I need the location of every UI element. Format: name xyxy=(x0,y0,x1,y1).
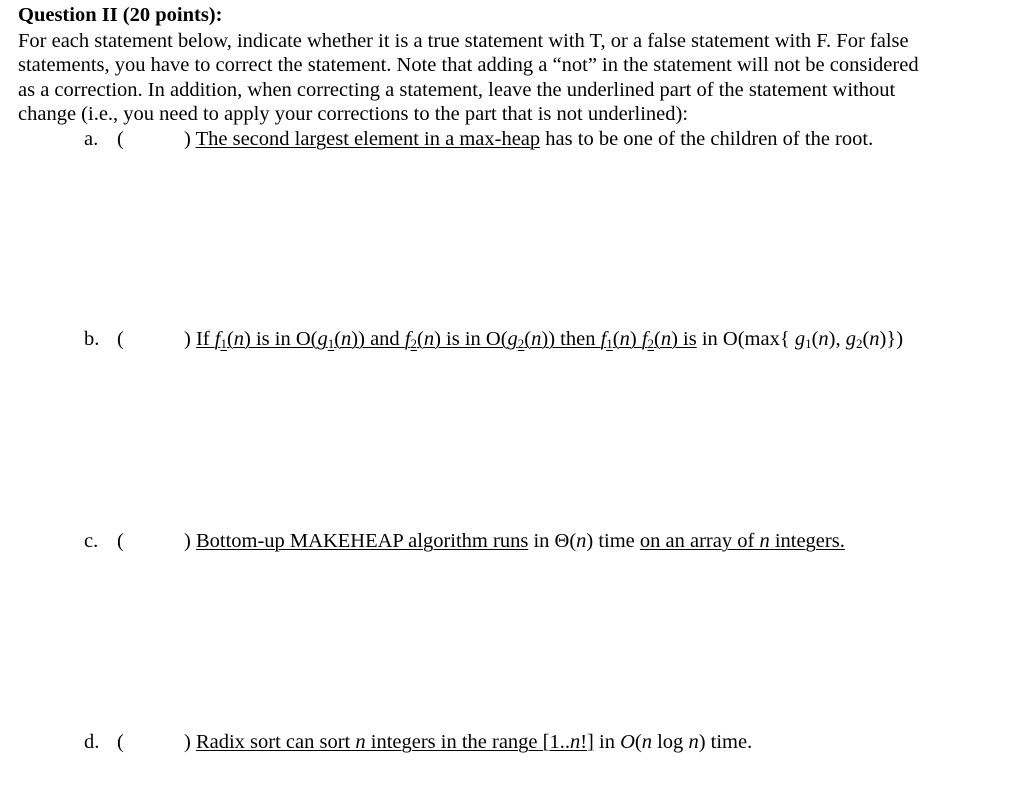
underlined-text: ( xyxy=(417,328,424,350)
underlined-text: ( xyxy=(654,328,661,350)
statement-segment: O xyxy=(620,731,635,753)
underlined-text: )) then xyxy=(541,328,601,350)
underlined-text: ( xyxy=(226,328,234,350)
statement-segment: ) time. xyxy=(698,731,753,753)
underlined-text: f xyxy=(641,328,648,350)
question-title: Question II (20 points): xyxy=(18,4,223,26)
statement-segment: in xyxy=(593,731,621,753)
underlined-text: 2 xyxy=(410,336,418,351)
statement-segment: has to be one of the children of the root. xyxy=(540,128,874,150)
statement-text xyxy=(184,128,873,151)
statement-segment: n xyxy=(688,731,699,753)
underlined-text: 1 xyxy=(327,336,335,351)
statement-text xyxy=(184,731,752,754)
underlined-text: )) and xyxy=(351,328,405,350)
question-instructions xyxy=(18,29,1018,127)
underlined-text: f xyxy=(404,328,411,350)
underlined-text: integers in the range [1.. xyxy=(365,731,570,753)
statement-segment: ( xyxy=(634,731,642,753)
underlined-text: n xyxy=(341,328,352,350)
underlined-text: 1 xyxy=(606,336,613,351)
underlined-text: 2 xyxy=(517,336,525,351)
item-label: d. xyxy=(84,731,100,753)
underlined-text: f xyxy=(600,328,607,350)
underlined-text: ( xyxy=(612,328,620,350)
underlined-text: n xyxy=(355,731,366,753)
statement-segment: log xyxy=(651,731,689,753)
instruction-line: as a correction. In addition, when correcting a statement, leave the underlined part of the statement without xyxy=(18,78,896,101)
item-label: b. xyxy=(84,328,100,350)
underlined-text: If xyxy=(195,328,215,350)
statement-segment: g xyxy=(845,328,856,350)
underlined-text: n xyxy=(233,328,245,350)
statement-segment: 2 xyxy=(855,336,863,351)
statement-segment: ) xyxy=(184,731,196,753)
answer-blank[interactable]: ( xyxy=(117,530,124,552)
statement-segment: 1 xyxy=(805,336,812,351)
underlined-text: n xyxy=(569,731,581,753)
underlined-text: n xyxy=(619,328,630,350)
underlined-text: on an array of xyxy=(639,530,760,552)
statement-segment: ) time xyxy=(586,530,640,552)
underlined-text: ) is in O( xyxy=(434,328,508,350)
statement-segment: n xyxy=(818,328,829,350)
underlined-text: ) is xyxy=(671,328,697,350)
underlined-text: ) xyxy=(629,328,642,350)
statement-text xyxy=(184,530,845,553)
underlined-text: Bottom-up MAKEHEAP algorithm runs xyxy=(195,530,529,552)
statement-segment: n xyxy=(641,731,652,753)
underlined-text: 2 xyxy=(647,336,655,351)
instruction-line: statements, you have to correct the statement. Note that adding a “not” in the statement will not be considered xyxy=(18,54,919,77)
underlined-text: n xyxy=(660,328,672,350)
statement-segment: ( xyxy=(862,328,870,350)
underlined-text: n xyxy=(531,328,542,350)
instruction-line: change (i.e., you need to apply your corrections to the part that is not underlined): xyxy=(18,103,689,126)
underlined-text: g xyxy=(507,328,518,350)
answer-blank[interactable]: ( xyxy=(117,731,124,753)
statement-segment: ) xyxy=(184,328,196,350)
statement-segment: )}) xyxy=(879,328,904,350)
underlined-text: n xyxy=(423,328,435,350)
statement-segment: in O(max{ xyxy=(696,328,795,350)
answer-blank[interactable]: ( xyxy=(117,128,124,150)
answer-blank[interactable]: ( xyxy=(117,328,124,350)
statement-segment: in Θ( xyxy=(528,530,577,552)
underlined-text: integers. xyxy=(769,530,845,552)
statement-segment: ), xyxy=(828,328,846,350)
underlined-text: 1 xyxy=(220,336,227,351)
underlined-text: !] xyxy=(580,731,594,753)
item-label: a. xyxy=(84,128,99,150)
statement-segment: ( xyxy=(811,328,819,350)
statement-segment: n xyxy=(576,530,587,552)
statement-segment: n xyxy=(869,328,880,350)
statement-segment: g xyxy=(794,328,806,350)
underlined-text: The second largest element in a max-heap xyxy=(195,128,541,150)
item-label: c. xyxy=(84,530,99,552)
underlined-text: Radix sort can sort xyxy=(195,731,356,753)
underlined-text: n xyxy=(759,530,770,552)
statement-segment: ) xyxy=(184,128,196,150)
statement-text xyxy=(184,328,903,351)
underlined-text: ( xyxy=(334,328,342,350)
underlined-text: g xyxy=(317,328,328,350)
underlined-text: f xyxy=(214,328,221,350)
underlined-text: ) is in O( xyxy=(244,328,318,350)
instruction-line: For each statement below, indicate whether it is a true statement with T, or a false statement with F. For false xyxy=(18,30,909,52)
statement-segment: ) xyxy=(184,530,196,552)
underlined-text: ( xyxy=(524,328,532,350)
